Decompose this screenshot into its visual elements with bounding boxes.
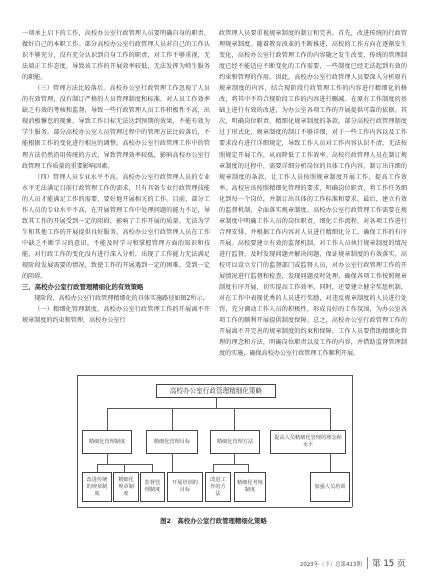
- section-heading: 三、高校办公室行政管理精细化的有效策略: [22, 283, 144, 292]
- right-column: [219, 28, 407, 359]
- left-paragraph: （三）管理方法比较落后。高校办公室行政管理工作忽视了人员的有效管理，没有制订严格的人员管理制度和标准，对人员工作效率缺乏有效的考核和监督，导致一些行政管理人员工作积极性不高，出现消极懈怠的现象，导致工作目标无法达到预期的效果，不能有效为学生服务。部分高校办公室人员管理过程中的管理方法比较落后，不能根据工作的变化进行相应的调整。高校办公室行政管理工作中的管理方法仍然沿用传统的方式，导致管理效率较低，影响高校办公室行政管理工作质量的重要影响因素。: [22, 85, 210, 170]
- diagram-leaf-refine-rules: 精细化规章制度: [113, 472, 139, 502]
- diagram-node-system: 精细化管理制度: [82, 430, 132, 454]
- diagram-leaf-training-goal: 开展培训的目标: [167, 472, 203, 502]
- left-paragraph: 一项承上启下的工作，高校办公室行政管理人员要明确自身的职责，做好自己的本职工作。部分高校办公室行政管理人员对自己的工作认识不够充分，没有充分认识到自身工作的职责，对工作不够重视，无法端正工作态度，导致该工作的开展效率较低，无法发挥为师生服务的职能。: [22, 30, 210, 82]
- left-column: [22, 28, 210, 326]
- footer-page-number: 第 15 页: [372, 559, 406, 569]
- left-paragraph: （一）精细化管理制度。高校办公室行政管理工作的开展离不开规章制度的约束和管理，高校办公室行: [22, 306, 210, 325]
- diagram-node-personnel: 提高人员精细化管理的理念和水平: [270, 430, 346, 454]
- diagram-node-goal: 精细化管理目标: [146, 430, 198, 454]
- diagram-leaf-improve-method: 改进工作的方法: [205, 472, 231, 502]
- diagram-leaf-staff-training: 加强人员培训: [310, 472, 350, 502]
- footer-issue: 2023年（下）总第413期: [300, 562, 362, 568]
- diagram-leaf-supervision: 监督管理制度: [140, 472, 165, 502]
- figure-caption: 图2 高校办公室行政管理精细化策略: [160, 517, 267, 525]
- right-paragraph: 政管理人员要重视规章制度的制订和完善。首先，改进传统的行政管理规章制度。随着教育改革的不断推进，高校的工作方向在逐渐发生变化，高校办公室行政管理工作的内容随之发生改变，传统的管理制度已经不能适应不断变化的工作需要，一些制度已经无法起到有效的约束和管理的作用。因此，高校办公室行政管理人员要深入分析原有规章制度的内容，结合现阶段行政管理工作的内容进行精细化的修改，将其中不符合现阶段工作的内容进行删减。在原有工作制度的基础上进行有效的改进，为办公室各项工作的开展提供可靠的依据。其次，明确岗位职责，精细化规章制度的条款。部分高校行政管理制度过于形式化，规章制度的制订不够详细，对于一些工作内容以及工作要求没有进行详细规定，导致工作人员对工作内容认识不清，无法按照规定开展工作，从而降低了工作效率。高校行政管理人员在制订规章制度的过程中，需要详细分析岗位的具体工作内容，制订出详细的规章制度的条款，让工作人员按照规章制度开展工作，提高工作效率。高校应该按照精细化管理的要求，明确岗位职责，将工作任务细化到每一个岗位，并制订出具体的工作标准和要求。最后，建立有效的监督机制，全面落实规章制度。高校办公室行政管理工作需要在规章制度中明确工作人员的岗位职责，细化工作流程，对各项工作进行合理安排，并根据工作内容对人员进行精细化分工，确保工作的有序开展。高校要建立有效的监督机制，对工作人员执行规章制度的情况进行监督，及时发现问题并解决问题，保证规章制度的有效落实。高校可以设立专门的监督部门或监督人员，对办公室行政管理工作的开展情况进行监督和检查，发现问题及时处理，确保各项工作按照规章制度有序开展，切实提高工作效率。同时，还要建立健全奖惩机制，对在工作中表现优秀的人员进行奖励，对违反规章制度的人员进行处罚，充分调动工作人员的积极性，形成良好的工作氛围，为办公室各项工作的顺利开展提供制度保障。总之，高校办公室行政管理工作的开展离不开完善的规章制度的约束和保障，工作人员要借助精细化管理的理念和方法，明确岗位职责以及工作的内容，并借助监督管理制度的实施，确保高校办公室行政管理工作顺利开展。: [219, 30, 407, 358]
- diagram-leaf-reform-rules: 改进传统的规章制度: [82, 472, 112, 502]
- left-paragraph: （四）管理人员专业水平不高。高校办公室行政管理人员的专业水平无法满足目前行政管理工作的需求，只有具备专业行政管理技能的人员才能满足工作的需要，要好地开展相关的工作。目前，部分工作人员的专业水平不高，在开展管理工作中处理问题的能力不足，导致其工作的开展受到一定的阻碍，影响了工作开展的质量。无法为学生和其他工作的开展提供良好服务。高校办公室行政管理人员在工作中缺乏不断学习的意识，不能及时学习和掌握管理方面的知识和技能，对行政工作的变化没有进行深入分析，出现了工作能力无法满足现阶段发展需要的情况，致使工作的开展遇到一定的困难，受到一定的阻碍。: [22, 173, 210, 281]
- left-paragraph: 现阶段，高校办公室行政管理精细化的具体实施路径如图2所示。: [34, 295, 209, 303]
- footer-divider: [367, 557, 368, 569]
- diagram-root: 高校办公室行政管理精细化策略: [156, 384, 276, 398]
- diagram-leaf-assessment: 精细化考核制度: [234, 472, 266, 502]
- diagram-node-method: 精细化管理方法: [210, 430, 260, 454]
